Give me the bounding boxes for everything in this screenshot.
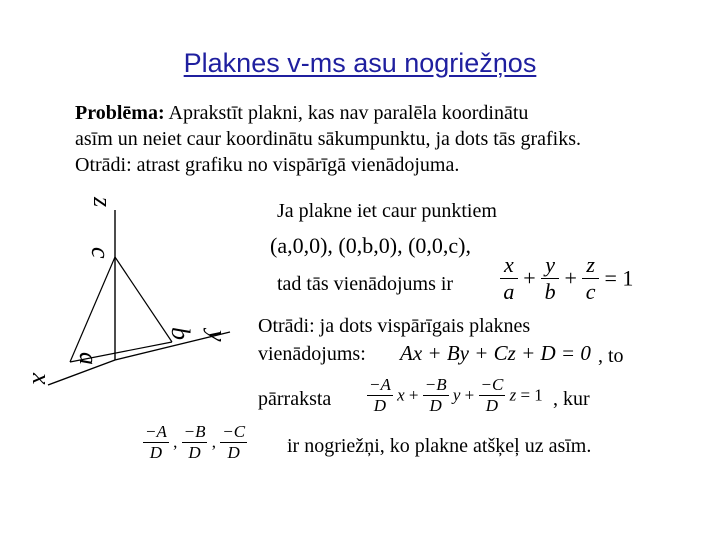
converse-line-2: vienādojums:: [258, 343, 366, 365]
intercepts-explanation: ir nogriežņi, ko plakne atšķeļ uz asīm.: [287, 435, 592, 457]
c-intercept-label: c: [86, 247, 115, 259]
equation-intro: tad tās vienādojums ir: [277, 273, 454, 295]
plane-edge-cb: [115, 257, 172, 342]
to-word: , to: [598, 345, 624, 367]
intercept-form-equation: $\frac{x}{a}$ + $\frac{y}{b}$ + $\frac{z}{c}$ = 1: [500, 252, 633, 305]
general-equation: Ax + By + Cz + D = 0: [400, 341, 591, 365]
plane-edge-ca: [70, 257, 115, 362]
fraction-y-over-b: $\frac{y}{b}$: [541, 252, 559, 305]
a-intercept-label: a: [74, 352, 103, 365]
b-intercept-label: b: [166, 327, 195, 340]
rewrite-word: pārraksta: [258, 388, 332, 410]
converse-line-1: Otrādi: ja dots vispārīgais plaknes: [258, 315, 531, 337]
z-axis-label: z: [88, 197, 117, 208]
intercept-fractions: $\frac{-A}{D}$ , $\frac{-B}{D}$ , $\frac{-C}{D}$: [145, 422, 246, 462]
problem-line-1: Aprakstīt plakni, kas nav paralēla koordinātu: [164, 102, 529, 124]
kur-word: , kur: [553, 388, 590, 410]
x-axis-label: x: [27, 373, 56, 385]
page-title: Plaknes v-ms asu nogriežņos: [183, 48, 537, 78]
points-formula: (a,0,0), (0,b,0), (0,0,c),: [270, 233, 471, 258]
problem-statement: [75, 100, 581, 178]
points-intro: Ja plakne iet caur punktiem: [277, 200, 497, 222]
coordinate-axes-diagram: [20, 195, 250, 410]
problem-line-2: asīm un neiet caur koordinātu sākumpunktu, ja dots tās grafiks.: [75, 128, 582, 150]
problem-label: Problēma:: [75, 102, 165, 124]
problem-line-3: Otrādi: atrast grafiku no vispārīgā vienādojuma.: [75, 154, 460, 176]
fraction-z-over-c: $\frac{z}{c}$: [582, 252, 599, 305]
fraction-x-over-a: $\frac{x}{a}$: [500, 252, 518, 305]
rewritten-equation: $\frac{-A}{D}$ x + $\frac{-B}{D}$ y + $\frac{-C}{D}$ z = 1: [369, 375, 543, 415]
y-axis-label: y: [203, 330, 232, 342]
